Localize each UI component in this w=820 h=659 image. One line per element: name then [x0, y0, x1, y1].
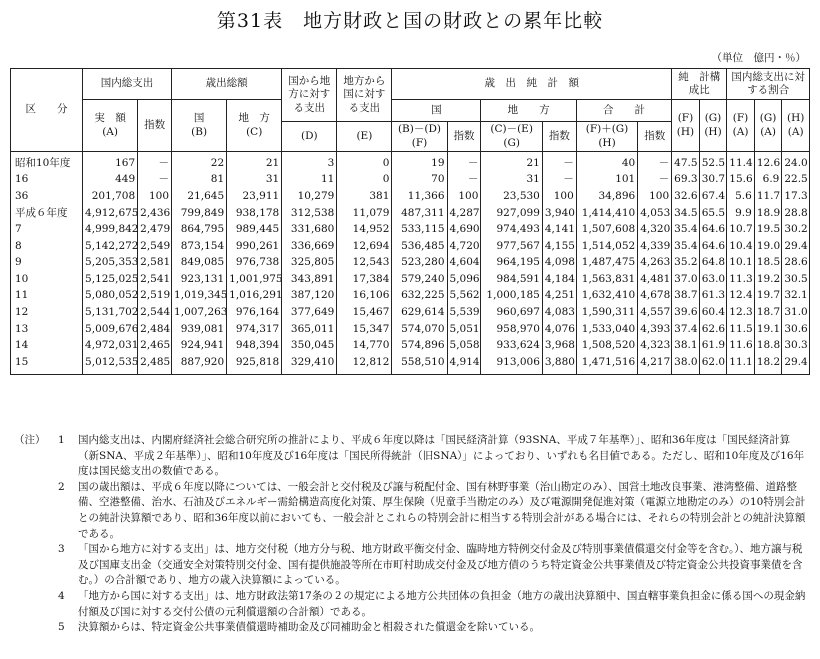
table-cell: 52.5 — [699, 152, 727, 172]
table-cell: 1,508,520 — [576, 338, 637, 355]
table-cell: 2,541 — [138, 271, 172, 288]
table-cell: 30.6 — [782, 321, 810, 338]
table-cell: 47.5 — [672, 152, 700, 172]
table-cell: 574,070 — [392, 321, 447, 338]
table-cell: 1,016,291 — [227, 288, 282, 305]
table-cell: 4,217 — [638, 354, 672, 374]
table-cell: 2,479 — [138, 221, 172, 238]
table-cell: 4,914 — [447, 354, 481, 374]
row-label: 15 — [11, 354, 83, 374]
table-cell: 574,896 — [392, 338, 447, 355]
table-cell: 4,323 — [638, 338, 672, 355]
table-cell: 3 — [282, 152, 337, 172]
table-cell: 976,164 — [227, 304, 282, 321]
table-cell: 34.5 — [672, 205, 700, 222]
table-cell: 1,632,410 — [576, 288, 637, 305]
table-cell: 487,311 — [392, 205, 447, 222]
table-cell: 30.5 — [782, 271, 810, 288]
table-row — [11, 255, 810, 272]
table-cell: 849,085 — [172, 255, 227, 272]
table-cell: 873,154 — [172, 238, 227, 255]
table-cell: － — [138, 152, 172, 172]
note-number: 5 — [58, 621, 65, 634]
table-cell: 32.6 — [672, 188, 700, 205]
table-cell: 5,009,676 — [83, 321, 138, 338]
table-cell: 10.4 — [727, 238, 755, 255]
header-ratio-fh: (F) (H) — [672, 100, 700, 152]
header-jitsugaku: 実 額 (A) — [83, 100, 138, 152]
table-cell: 12,812 — [337, 354, 392, 374]
table-cell: 3,880 — [542, 354, 576, 374]
table-cell: 11 — [282, 172, 337, 189]
table-cell: 536,485 — [392, 238, 447, 255]
table-cell: 63.0 — [699, 271, 727, 288]
table-cell: 4,720 — [447, 238, 481, 255]
table-cell: 958,970 — [481, 321, 542, 338]
note-item — [14, 620, 810, 636]
table-cell: 35.2 — [672, 255, 700, 272]
table-cell: 14,952 — [337, 221, 392, 238]
table-cell: 67.4 — [699, 188, 727, 205]
table-cell: 37.4 — [672, 321, 700, 338]
table-row — [11, 172, 810, 189]
header-shisu-g: 指数 — [542, 122, 576, 152]
table-cell: 5,080,052 — [83, 288, 138, 305]
table-cell: 558,510 — [392, 354, 447, 374]
table-row — [11, 238, 810, 255]
note-text: 「国から地方に対する支出」は、地方交付税（地方分与税、地方財政平衡交付金、臨時地方特例交付金及び特別事業債償還交付金等を含む。）、地方譲与税及び国庫支出金（交通安全対策特別交付金、国有提供施設等所在市町村助成交付金及び地方債のうち特定資金公共事業債及び特定資金公共投資事業債を含む。）の合計額であり、地方の歳入決算額によっている。 — [78, 543, 803, 587]
comparison-table — [10, 68, 810, 375]
table-cell: 1,471,516 — [576, 354, 637, 374]
table-cell: 19 — [392, 152, 447, 172]
table-cell: 19.1 — [754, 321, 782, 338]
table-cell: 32.1 — [782, 288, 810, 305]
table-cell: 1,007,263 — [172, 304, 227, 321]
table-cell: 5,205,353 — [83, 255, 138, 272]
table-cell: 38.1 — [672, 338, 700, 355]
table-cell: 19.2 — [754, 271, 782, 288]
table-cell: 913,006 — [481, 354, 542, 374]
table-cell: 101 — [576, 172, 637, 189]
table-cell: 1,514,052 — [576, 238, 637, 255]
table-cell: 1,507,608 — [576, 221, 637, 238]
table-cell: 4,999,842 — [83, 221, 138, 238]
table-cell: － — [447, 152, 481, 172]
row-label: 16 — [11, 172, 83, 189]
table-cell: 22.5 — [782, 172, 810, 189]
table-cell: 2,519 — [138, 288, 172, 305]
table-cell: 12.6 — [754, 152, 782, 172]
table-cell: 23,530 — [481, 188, 542, 205]
table-cell: 5,012,535 — [83, 354, 138, 374]
table-cell: 16,106 — [337, 288, 392, 305]
table-cell: 5,539 — [447, 304, 481, 321]
header-junkei: 歳 出 純 計 額 — [392, 69, 672, 100]
table-cell: － — [138, 172, 172, 189]
table-cell: 69.3 — [672, 172, 700, 189]
header-ratio-gh: (G) (H) — [699, 100, 727, 152]
table-cell: 533,115 — [392, 221, 447, 238]
row-label: 9 — [11, 255, 83, 272]
table-cell: 15,347 — [337, 321, 392, 338]
table-row — [11, 338, 810, 355]
table-cell: 2,484 — [138, 321, 172, 338]
table-cell: － — [542, 152, 576, 172]
table-cell: 28.8 — [782, 205, 810, 222]
note-text: 決算額からは、特定資金公共事業債償還時補助金及び同補助金と相殺された償還金を除いている。 — [78, 621, 540, 634]
row-label: 平成６年度 — [11, 205, 83, 222]
header-h: (F)＋(G) (H) — [576, 122, 637, 152]
table-cell: 9.9 — [727, 205, 755, 222]
table-cell: 325,805 — [282, 255, 337, 272]
note-mark: （注） — [14, 434, 46, 446]
table-cell: 4,287 — [447, 205, 481, 222]
table-cell: 5,131,702 — [83, 304, 138, 321]
table-cell: 64.8 — [699, 255, 727, 272]
table-cell: 365,011 — [282, 321, 337, 338]
header-gdp: 国内総支出 — [83, 69, 172, 100]
table-cell: 5,125,025 — [83, 271, 138, 288]
table-cell: 864,795 — [172, 221, 227, 238]
table-cell: 579,240 — [392, 271, 447, 288]
table-cell: 11.4 — [727, 152, 755, 172]
table-cell: 28.6 — [782, 255, 810, 272]
table-row — [11, 304, 810, 321]
table-cell: 11.1 — [727, 354, 755, 374]
table-cell: 933,624 — [481, 338, 542, 355]
table-cell: 0 — [337, 152, 392, 172]
table-cell: 377,649 — [282, 304, 337, 321]
note-text: 「地方から国に対する支出」は、地方財政法第17条の２の規定による地方公共団体の負担金（地方の歳出決算額中、国直轄事業負担金に係る国への現金納付額及び国に対する交付公債の元利償還額の合計額）である。 — [78, 589, 806, 618]
table-cell: 35.4 — [672, 221, 700, 238]
header-chiho-to-kuni: 地方から国に対する支出 — [337, 69, 392, 122]
table-cell: 19.5 — [754, 221, 782, 238]
note-text: 国内総支出は、内閣府経済社会総合研究所の推計により、平成６年度以降は「国民経済計算（93SNA、平成７年基準）」、昭和36年度は「国民経済計算（新SNA、平成２年基準）」、昭和10年度及び16年度は「国民所得統計（旧SNA）」によっており、いずれも名目値である。ただし、昭和10年度及び16年度は国民総支出の数値である。 — [78, 434, 805, 478]
table-cell: 1,019,345 — [172, 288, 227, 305]
row-label: 昭和10年度 — [11, 152, 83, 172]
notes-list — [14, 433, 810, 636]
table-cell: 4,184 — [542, 271, 576, 288]
note-item — [14, 433, 810, 480]
header-wariai: 国内総支出に対する割合 — [727, 69, 810, 100]
table-row — [11, 221, 810, 238]
table-cell: 5,096 — [447, 271, 481, 288]
table-cell: 31 — [227, 172, 282, 189]
table-cell: － — [542, 172, 576, 189]
table-cell: 23,911 — [227, 188, 282, 205]
header-koseihi: 純 計構成比 — [672, 69, 727, 100]
table-cell: 2,485 — [138, 354, 172, 374]
table-row — [11, 354, 810, 374]
table-cell: 4,251 — [542, 288, 576, 305]
table-cell: 350,045 — [282, 338, 337, 355]
table-cell: 343,891 — [282, 271, 337, 288]
table-cell: 4,320 — [638, 221, 672, 238]
table-cell: 10.7 — [727, 221, 755, 238]
row-label: 11 — [11, 288, 83, 305]
table-cell: 18.5 — [754, 255, 782, 272]
page-title: 第31表 地方財政と国の財政との累年比較 — [216, 10, 604, 32]
table-cell: 4,076 — [542, 321, 576, 338]
table-cell: 2,544 — [138, 304, 172, 321]
table-cell: 100 — [138, 188, 172, 205]
table-cell: 4,690 — [447, 221, 481, 238]
table-row — [11, 152, 810, 172]
table-cell: 31 — [481, 172, 542, 189]
header-shisu-f: 指数 — [447, 122, 481, 152]
table-cell: 1,563,831 — [576, 271, 637, 288]
table-cell: 100 — [542, 188, 576, 205]
table-cell: 62.6 — [699, 321, 727, 338]
header-ratio-ga: (G) (A) — [754, 100, 782, 152]
note-item — [14, 542, 810, 589]
row-label: 13 — [11, 321, 83, 338]
table-cell: 4,155 — [542, 238, 576, 255]
table-cell: 984,591 — [481, 271, 542, 288]
table-cell: 38.0 — [672, 354, 700, 374]
table-cell: 799,849 — [172, 205, 227, 222]
table-cell: 387,120 — [282, 288, 337, 305]
table-body — [11, 152, 810, 375]
note-number: 3 — [58, 543, 65, 556]
table-cell: 3,968 — [542, 338, 576, 355]
header-code-d: (D) — [282, 122, 337, 152]
table-cell: － — [447, 172, 481, 189]
table-row — [11, 321, 810, 338]
table-cell: 18.7 — [754, 304, 782, 321]
table-cell: 39.6 — [672, 304, 700, 321]
table-cell: 381 — [337, 188, 392, 205]
table-cell: 924,941 — [172, 338, 227, 355]
table-cell: 2,581 — [138, 255, 172, 272]
header-g: (C)－(E) (G) — [481, 122, 542, 152]
table-cell: 4,098 — [542, 255, 576, 272]
table-cell: 12,694 — [337, 238, 392, 255]
table-cell: 4,083 — [542, 304, 576, 321]
table-cell: 4,053 — [638, 205, 672, 222]
table-cell: 38.7 — [672, 288, 700, 305]
table-cell: 167 — [83, 152, 138, 172]
table-cell: 60.4 — [699, 304, 727, 321]
table-cell: 1,533,040 — [576, 321, 637, 338]
table-cell: 2,549 — [138, 238, 172, 255]
table-cell: 21,645 — [172, 188, 227, 205]
table-cell: 4,972,031 — [83, 338, 138, 355]
table-cell: 10,279 — [282, 188, 337, 205]
note-number: 1 — [58, 434, 65, 446]
header-kubun: 区 分 — [11, 69, 83, 152]
table-row — [11, 271, 810, 288]
note-text: 国の歳出額は、平成６年度以降については、一般会計と交付税及び譲与税配付金、国有林野事業（治山勘定のみ）、国営土地改良事業、港湾整備、道路整備、空港整備、治水、石油及びエネルギー需給構造高度化対策、厚生保険（児童手当勘定のみ）及び電源開発促進対策（電源立地勘定のみ）の10特別会計との純計決算額であり、昭和36年度以前においても、一般会計とこれらの特別会計に相当する特別会計がある場合には、それらの特別会計との純計決算額である。 — [78, 480, 806, 540]
unit-label: （単位 億円・％） — [711, 52, 806, 64]
table-cell: 12.4 — [727, 288, 755, 305]
table-cell: 30.7 — [699, 172, 727, 189]
table-cell: 11.5 — [727, 321, 755, 338]
header-sainyu: 歳出総額 — [172, 69, 282, 100]
table-cell: 40 — [576, 152, 637, 172]
header-kuni: 国 — [392, 100, 481, 122]
header-chiho: 地 方 — [481, 100, 576, 122]
table-cell: 925,818 — [227, 354, 282, 374]
table-cell: 4,481 — [638, 271, 672, 288]
header-kuni-to-chiho: 国から地方に対する支出 — [282, 69, 337, 122]
row-label: 7 — [11, 221, 83, 238]
table-cell: 4,263 — [638, 255, 672, 272]
table-cell: 19.0 — [754, 238, 782, 255]
note-number: 4 — [58, 589, 65, 602]
table-cell: 11.6 — [727, 338, 755, 355]
table-cell: － — [638, 172, 672, 189]
table-cell: 1,000,185 — [481, 288, 542, 305]
table-cell: 0 — [337, 172, 392, 189]
row-label: 36 — [11, 188, 83, 205]
table-cell: 2,465 — [138, 338, 172, 355]
notes — [14, 433, 810, 636]
table-cell: 1,590,311 — [576, 304, 637, 321]
table-cell: 4,393 — [638, 321, 672, 338]
table-cell: 990,261 — [227, 238, 282, 255]
table-cell: 24.0 — [782, 152, 810, 172]
header-sai-chiho: 地 方 (C) — [227, 100, 282, 152]
table-cell: 923,131 — [172, 271, 227, 288]
table-cell: 449 — [83, 172, 138, 189]
table-cell: 5.6 — [727, 188, 755, 205]
table-cell: 18.2 — [754, 354, 782, 374]
table-cell: 4,141 — [542, 221, 576, 238]
table-cell: 61.3 — [699, 288, 727, 305]
table-cell: 336,669 — [282, 238, 337, 255]
table-cell: 17,384 — [337, 271, 392, 288]
table-cell: 34,896 — [576, 188, 637, 205]
table-row — [11, 288, 810, 305]
table-cell: 939,081 — [172, 321, 227, 338]
table-cell: 960,697 — [481, 304, 542, 321]
table-cell: 3,940 — [542, 205, 576, 222]
table-cell: 629,614 — [392, 304, 447, 321]
table-cell: 6.9 — [754, 172, 782, 189]
table-cell: 70 — [392, 172, 447, 189]
table-cell: 948,394 — [227, 338, 282, 355]
table-cell: 29.4 — [782, 354, 810, 374]
table-cell: 312,538 — [282, 205, 337, 222]
row-label: 14 — [11, 338, 83, 355]
table-cell: 1,414,410 — [576, 205, 637, 222]
table-cell: － — [638, 152, 672, 172]
table-cell: 81 — [172, 172, 227, 189]
table-cell: 1,001,975 — [227, 271, 282, 288]
table-cell: 17.3 — [782, 188, 810, 205]
table-cell: 15.6 — [727, 172, 755, 189]
table-cell: 1,487,475 — [576, 255, 637, 272]
table-cell: 18.8 — [754, 338, 782, 355]
header-sai-kuni: 国 (B) — [172, 100, 227, 152]
table-cell: 976,738 — [227, 255, 282, 272]
table-cell: 4,339 — [638, 238, 672, 255]
table-cell: 11,366 — [392, 188, 447, 205]
table-cell: 22 — [172, 152, 227, 172]
table-cell: 19.7 — [754, 288, 782, 305]
table-cell: 30.3 — [782, 338, 810, 355]
table-cell: 100 — [447, 188, 481, 205]
row-label: 8 — [11, 238, 83, 255]
table-cell: 974,493 — [481, 221, 542, 238]
table-cell: 331,680 — [282, 221, 337, 238]
table-cell: 974,317 — [227, 321, 282, 338]
table-cell: 5,562 — [447, 288, 481, 305]
table-cell: 30.2 — [782, 221, 810, 238]
table-cell: 10.1 — [727, 255, 755, 272]
table-cell: 329,410 — [282, 354, 337, 374]
table-cell: 989,445 — [227, 221, 282, 238]
table-row — [11, 188, 810, 205]
table-cell: 11,079 — [337, 205, 392, 222]
table-cell: 11.7 — [754, 188, 782, 205]
note-number: 2 — [58, 480, 65, 493]
table-cell: 12.3 — [727, 304, 755, 321]
table-cell: 35.4 — [672, 238, 700, 255]
table-cell: 64.6 — [699, 221, 727, 238]
table-cell: 887,920 — [172, 354, 227, 374]
header-f: (B)－(D) (F) — [392, 122, 447, 152]
table-cell: 15,467 — [337, 304, 392, 321]
table-cell: 21 — [481, 152, 542, 172]
table-cell: 21 — [227, 152, 282, 172]
table-cell: 11.3 — [727, 271, 755, 288]
table-cell: 18.9 — [754, 205, 782, 222]
table-cell: 31.0 — [782, 304, 810, 321]
table-cell: 62.0 — [699, 354, 727, 374]
table-cell: 201,708 — [83, 188, 138, 205]
table-cell: 4,678 — [638, 288, 672, 305]
header-ratio-ha: (H) (A) — [782, 100, 810, 152]
header-shisu-a: 指数 — [138, 100, 172, 152]
header-shisu-h: 指数 — [638, 122, 672, 152]
header-ratio-fa: (F) (A) — [727, 100, 755, 152]
table-cell: 938,178 — [227, 205, 282, 222]
table-cell: 65.5 — [699, 205, 727, 222]
table-cell: 5,058 — [447, 338, 481, 355]
table-cell: 977,567 — [481, 238, 542, 255]
note-item — [14, 589, 810, 620]
table-cell: 964,195 — [481, 255, 542, 272]
table-cell: 4,604 — [447, 255, 481, 272]
table-cell: 61.9 — [699, 338, 727, 355]
table-cell: 632,225 — [392, 288, 447, 305]
table-cell: 37.0 — [672, 271, 700, 288]
header-code-e: (E) — [337, 122, 392, 152]
table-row — [11, 205, 810, 222]
table-cell: 2,436 — [138, 205, 172, 222]
row-label: 10 — [11, 271, 83, 288]
table-cell: 5,142,272 — [83, 238, 138, 255]
table-cell: 12,543 — [337, 255, 392, 272]
table-cell: 100 — [638, 188, 672, 205]
table-cell: 29.4 — [782, 238, 810, 255]
table-cell: 4,912,675 — [83, 205, 138, 222]
table-cell: 523,280 — [392, 255, 447, 272]
table-cell: 14,770 — [337, 338, 392, 355]
table-cell: 4,557 — [638, 304, 672, 321]
table-cell: 927,099 — [481, 205, 542, 222]
row-label: 12 — [11, 304, 83, 321]
table-cell: 64.6 — [699, 238, 727, 255]
note-item — [14, 480, 810, 542]
header-gokei: 合 計 — [576, 100, 671, 122]
table-cell: 5,051 — [447, 321, 481, 338]
